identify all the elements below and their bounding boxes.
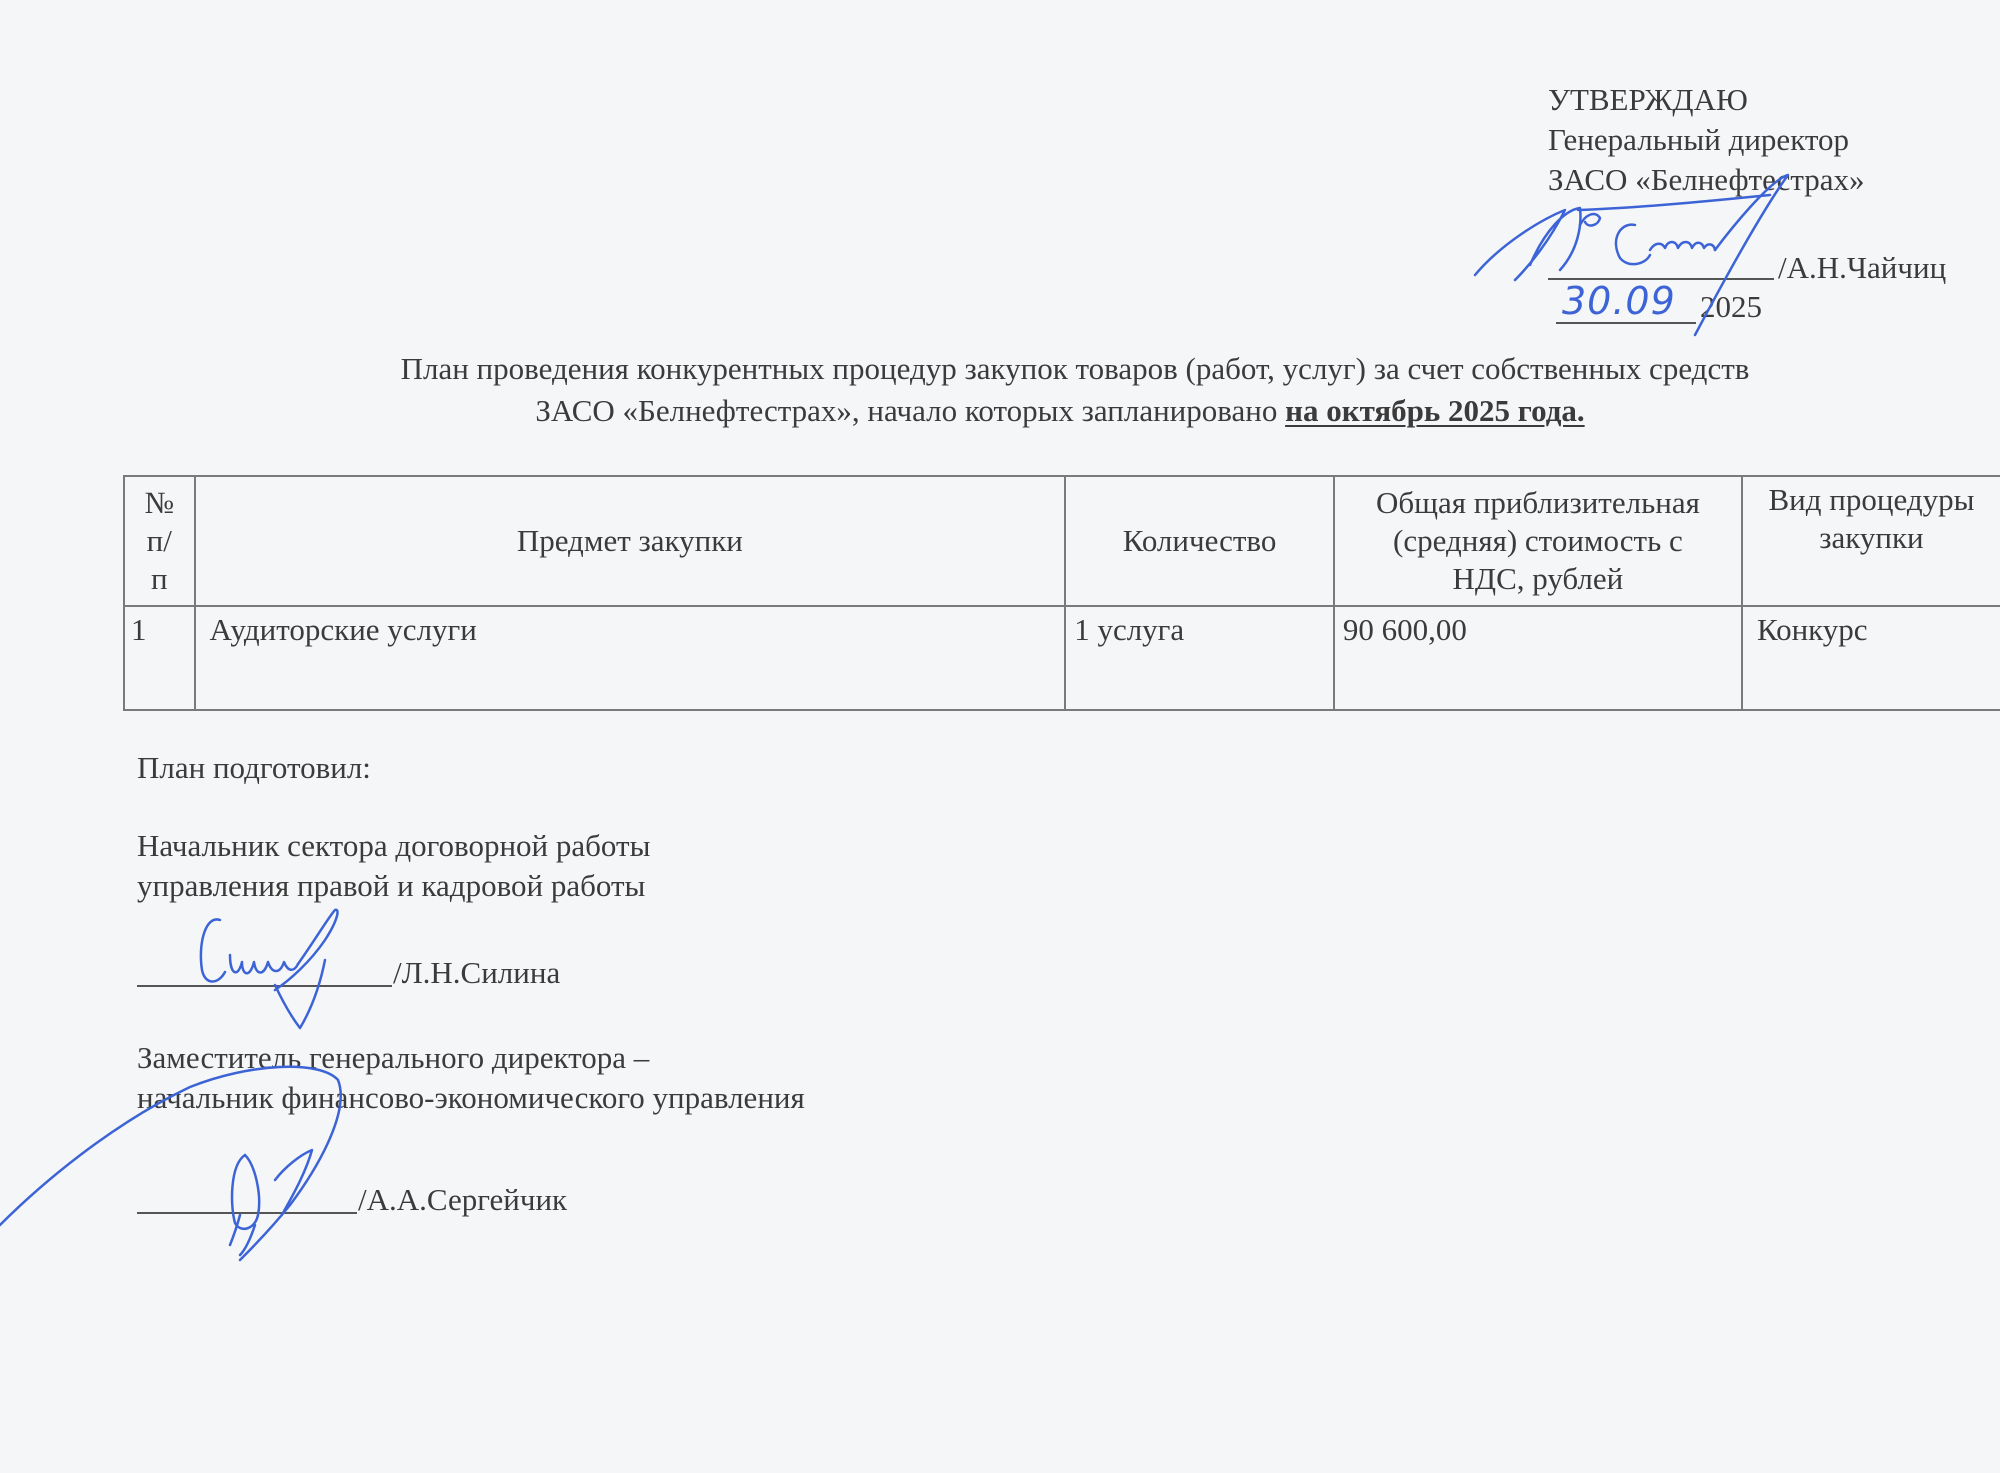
signer1-signature-icon xyxy=(190,900,370,1040)
signer1-role-line1: Начальник сектора договорной работы xyxy=(137,828,651,863)
document-title xyxy=(0,348,2000,432)
approval-heading: УТВЕРЖДАЮ xyxy=(1548,82,1748,117)
title-line-2-prefix: ЗАСО «Белнефтестрах», начало которых запланировано xyxy=(535,393,1286,428)
cell-num: 1 xyxy=(124,606,195,710)
signer1-signature-line xyxy=(137,985,392,987)
procurement-table xyxy=(123,475,2000,711)
header-num-line: п/ xyxy=(146,523,172,558)
title-line-2 xyxy=(0,390,2000,432)
header-quantity: Количество xyxy=(1065,476,1334,606)
cell-quantity: 1 услуга xyxy=(1065,606,1334,710)
title-line-1: План проведения конкурентных процедур закупок товаров (работ, услуг) за счет собственных средств xyxy=(400,351,1750,386)
header-subject: Предмет закупки xyxy=(195,476,1066,606)
signer1-role-line2: управления правой и кадровой работы xyxy=(137,868,646,903)
approval-year: 2025 xyxy=(1700,289,1762,324)
handwritten-date: 30.09 xyxy=(1562,279,1676,323)
approval-position: Генеральный директор xyxy=(1548,122,1849,157)
prepared-by-label: План подготовил: xyxy=(137,750,371,785)
cell-procedure: Конкурс xyxy=(1742,606,2000,710)
cell-cost: 90 600,00 xyxy=(1334,606,1742,710)
header-procedure xyxy=(1742,476,2000,606)
approval-organization: ЗАСО «Белнефтестрах» xyxy=(1548,162,1865,197)
approval-signatory: /А.Н.Чайчиц xyxy=(1778,250,1947,285)
header-num xyxy=(124,476,195,606)
signer2-name: /А.А.Сергейчик xyxy=(358,1182,568,1217)
table-row xyxy=(124,606,2000,710)
header-num-line: п xyxy=(150,561,168,596)
header-procedure-line: Вид процедуры xyxy=(1768,482,1975,517)
table-header-row xyxy=(124,476,2000,606)
header-num-line: № xyxy=(144,485,175,520)
signer1-name: /Л.Н.Силина xyxy=(393,955,561,990)
header-cost-line: (средняя) стоимость с xyxy=(1393,523,1683,558)
approval-block xyxy=(1548,80,1865,200)
cell-subject: Аудиторские услуги xyxy=(195,606,1066,710)
signer2-role-line1: Заместитель генерального директора – xyxy=(137,1040,650,1075)
header-cost-line: НДС, рублей xyxy=(1452,561,1624,596)
header-cost xyxy=(1334,476,1742,606)
signer2-role-line2: начальник финансово-экономического управления xyxy=(137,1080,805,1115)
title-period: на октябрь 2025 года. xyxy=(1285,393,1585,428)
signer2-signature-line xyxy=(137,1212,357,1214)
header-procedure-line: закупки xyxy=(1819,520,1924,555)
header-cost-line: Общая приблизительная xyxy=(1375,485,1700,520)
